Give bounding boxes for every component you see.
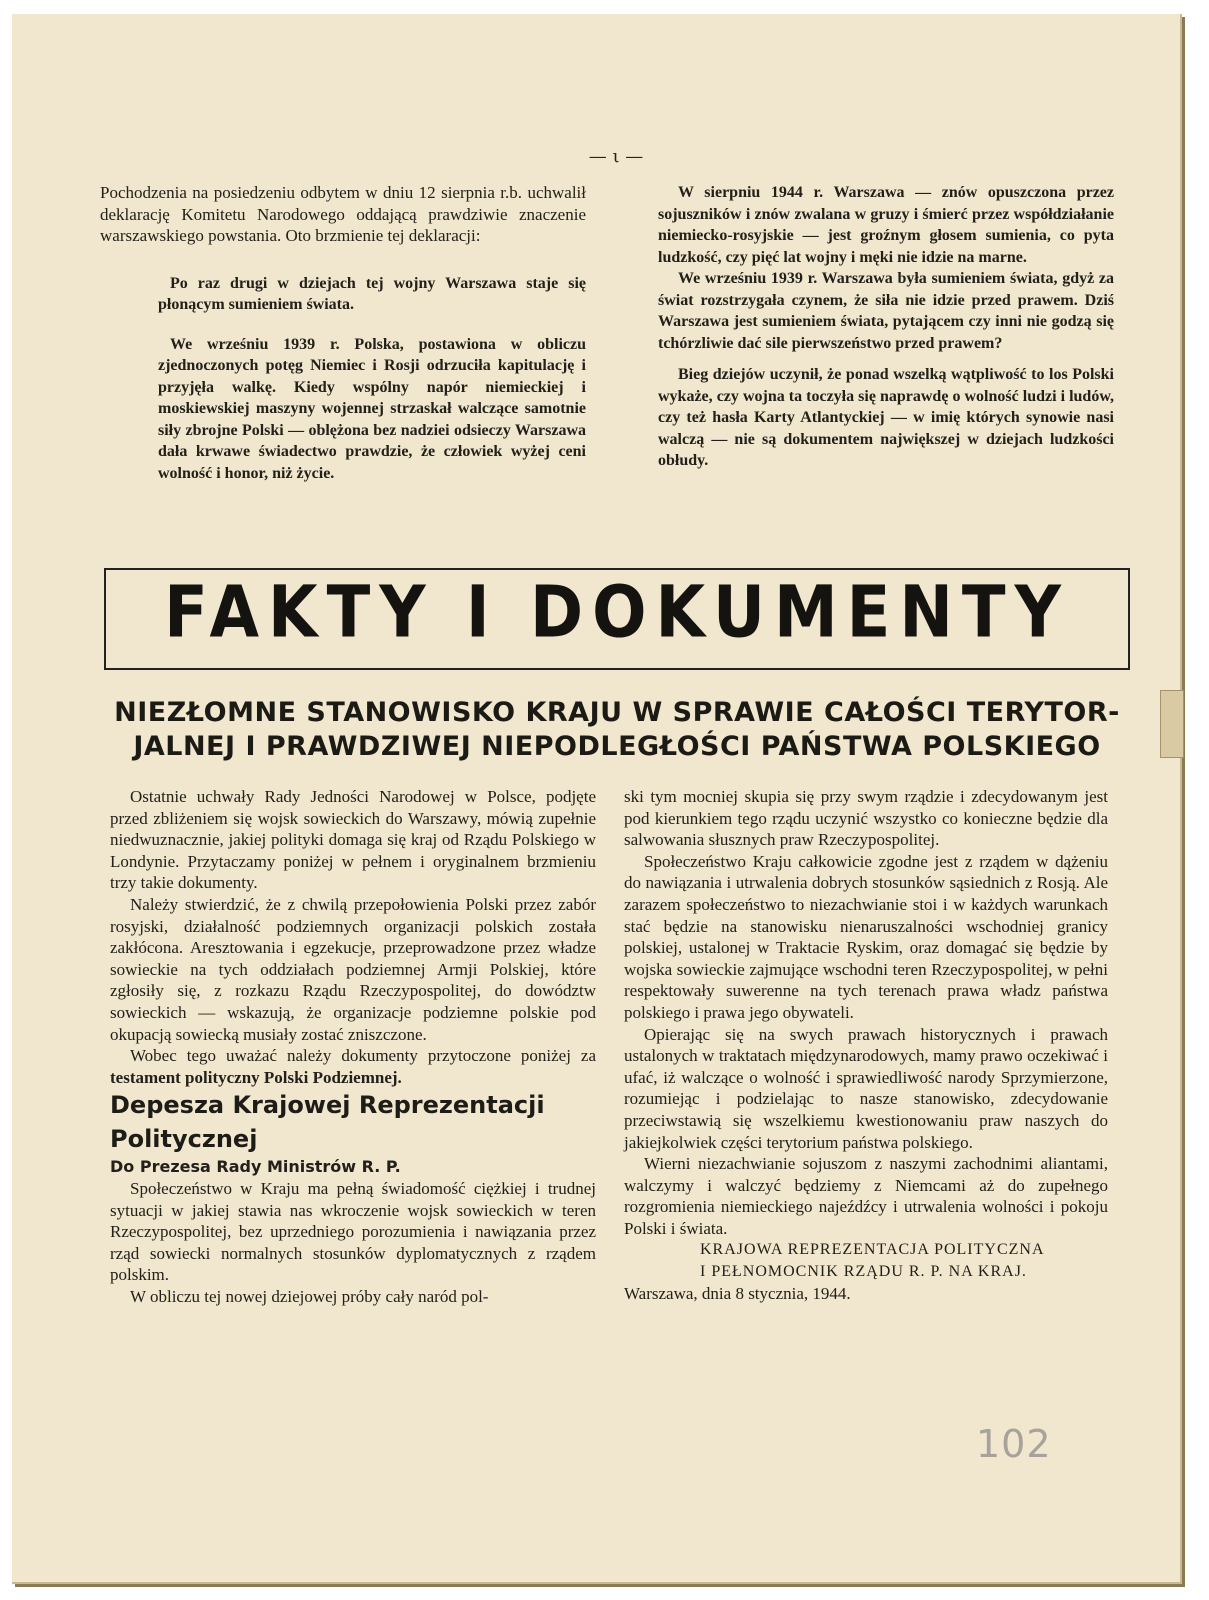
handwritten-page-number: 102 bbox=[976, 1422, 1052, 1466]
telegram-addressee: Do Prezesa Rady Ministrów R. P. bbox=[110, 1157, 401, 1177]
telegram-paragraph-3: Społeczeństwo Kraju całkowicie zgodne jest z rządem w dążeniu do nawiązania i utrwalenia dobrych stosunków sąsiednich z Rosją. Ale zarazem społeczeństwo to niezachwianie stoi i w każdych warunkach stać będzie na stanowisku nienaruszalności wschodniej granicy polskiej, ustalonej w Traktacie Ryskim, oraz domagać się będzie by wojska sowieckie zajmujące wschodni teren Rzeczypospolitej, w pełni respektowały suwerenne na tych terenach prawa władz państwa polskiego i prawa jego obywateli. bbox=[624, 851, 1108, 1022]
signature-line-1: KRAJOWA REPREZENTACJA POLITYCZNA bbox=[700, 1241, 1045, 1259]
declaration-paragraph-1: W sierpniu 1944 r. Warszawa — znów opuszczona przez sojuszników i znów zwalana w gruzy i śmierć przez współdziałanie niemiecko-rosyjskie — jest groźnym głosem sumienia, co pyta ludzkość, czy pięć lat wojny i męki nie idzie na marne. bbox=[658, 184, 1114, 266]
intro-paragraph: Pochodzenia na posiedzeniu odbytem w dniu 12 sierpnia r.b. uchwalił deklarację Komitetu Narodowego oddającą prawdziwie znaczenie warszawskiego powstania. Oto brzmienie tej deklaracji: bbox=[100, 183, 586, 245]
telegram-paragraph-2: W obliczu tej nowej dziejowej próby cały naród pol- bbox=[130, 1286, 489, 1306]
declaration-paragraph-2: We wrześniu 1939 r. Warszawa była sumieniem świata, gdyż za świat rozstrzygała czynem, że siła nie idzie przed prawem. Dziś Warszawa jest sumieniem świata, pytającem czy inni nie godzą się tchórzliwie dać sile pierwszeństwo przed prawem? bbox=[658, 270, 1114, 352]
article-paragraph-3 bbox=[110, 1045, 596, 1088]
top-left-column bbox=[100, 182, 586, 484]
article-paragraph-2: Należy stwierdzić, że z chwilą przepołowienia Polski przez zabór rosyjski, działalność podziemnych organizacji polskich została zakłócona. Aresztowania i egzekucje, przeprowadzone przez władze sowieckie na tych oddziałach podziemnej Armji Polskiej, które zgłosiły się, z rozkazu Rządu Rzeczypospolitej, do dowództw sowieckich — wskazują, że organizacje podziemne polskie pod okupacją sowiecką musiały zostać zniszczone. bbox=[110, 894, 596, 1044]
signature-line-2: I PEŁNOMOCNIK RZĄDU R. P. NA KRAJ. bbox=[700, 1263, 1027, 1281]
bottom-left-column bbox=[110, 786, 596, 1307]
article-paragraph-3-bold: testament polityczny Polski Podziemnej. bbox=[110, 1067, 402, 1087]
headline-line-2: JALNEJ I PRAWDZIWEJ NIEPODLEGŁOŚCI PAŃSTWA POLSKIEGO bbox=[133, 731, 1101, 762]
telegram-paragraph-2-cont: ski tym mocniej skupia się przy swym rządzie i zdecydowanym jest pod kierunkiem tego rządu uczynić wszystko co konieczne będzie dla salwowania słusznych praw Rzeczypospolitej. bbox=[624, 787, 1108, 850]
telegram-paragraph-1: Społeczeństwo w Kraju ma pełną świadomość ciężkiej i trudnej sytuacji w jakiej stawia nas wkroczenie wojsk sowieckich w teren Rzeczypospolitej, bez uprzedniego porozumienia i nawiązania przez rząd sowiecki normalnych stosunków dyplomatycznych z rządem polskim. bbox=[110, 1178, 596, 1285]
telegram-subheading: Depesza Krajowej Reprezentacji Politycznej bbox=[110, 1091, 545, 1154]
telegram-paragraph-5: Wierni niezachwianie sojuszom z naszymi zachodnimi aliantami, walczymy i walczyć będziemy z Niemcami aż do zupełnego rozgromienia niemieckiego najeźdźcy i utrwalenia wolności i pokoju Polski i świata. bbox=[624, 1154, 1108, 1238]
article-headline bbox=[102, 696, 1132, 764]
section-banner bbox=[104, 568, 1130, 670]
bottom-right-column bbox=[624, 786, 1108, 1304]
article-paragraph-3-text: Wobec tego uważać należy dokumenty przytoczone poniżej za bbox=[130, 1046, 596, 1066]
article-paragraph-1: Ostatnie uchwały Rady Jedności Narodowej w Polsce, podjęte przed zbliżeniem się wojsk sowieckich do Warszawy, mówią zupełnie niedwuznacznie, jakiej polityki domaga się kraj od Rządu Polskiego w Londynie. Przytaczamy poniżej w pełnem i oryginalnem brzmieniu trzy takie dokumenty. bbox=[110, 787, 596, 893]
declaration-paragraph-3: Bieg dziejów uczynił, że ponad wszelką wątpliwość to los Polski wykaże, czy wojna ta toczyła się naprawdę o wolność ludzi i ludów, czy też hasła Karty Atlantyckiej — w imię których synowie nasi walczą — nie są dokumentem największej w dziejach ludzkości obłudy. bbox=[658, 366, 1114, 469]
telegram-paragraph-4: Opierając się na swych prawach historycznych i prawach ustalonych w traktatach międzynarodowych, mamy prawo oczekiwać i ufać, iż walczące o wolność i sprawiedliwość narody Sprzymierzone, rozumiejąc i podzielając to nasze stanowisko, zdecydowanie przeciwstawią się wszelkiemu kwestionowaniu praw naszych do jakiejkolwiek części terytorium państwa polskiego. bbox=[624, 1024, 1108, 1152]
top-right-column bbox=[658, 182, 1114, 472]
binding-tab bbox=[1160, 690, 1184, 758]
declaration-quote-2: We wrześniu 1939 r. Polska, postawiona w obliczu zjednoczonych potęg Niemiec i Rosji odrzuciła kapitulację i przyjęła walkę. Kiedy wspólny napór niemieckiej i moskiewskiej maszyny wojennej strzaskał walczące samotnie siły zbrojne Polski — oblężona bez nadziei odsieczy Warszawa dała krwawe świadectwo prawdzie, że człowiek wyżej ceni wolność i honor, niż życie. bbox=[158, 335, 586, 482]
page-number: — ι — bbox=[588, 146, 644, 167]
declaration-quote-1: Po raz drugi w dziejach tej wojny Warszawa staje się płonącym sumieniem świata. bbox=[158, 274, 586, 313]
banner-title: FAKTY I DOKUMENTY bbox=[164, 571, 1070, 655]
headline-line-1: NIEZŁOMNE STANOWISKO KRAJU W SPRAWIE CAŁOŚCI TERYTOR- bbox=[114, 697, 1120, 728]
telegram-date: Warszawa, dnia 8 stycznia, 1944. bbox=[624, 1283, 851, 1303]
